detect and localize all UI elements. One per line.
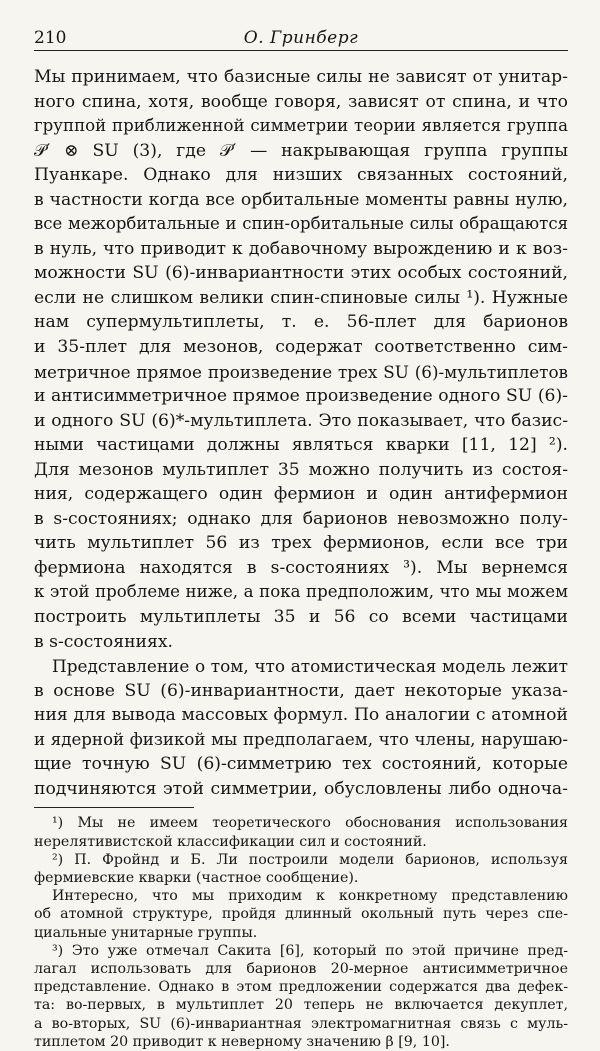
- page-number: 210: [34, 28, 67, 48]
- text-line: метричное прямое произведение трех SU (6)-мультиплетов: [34, 361, 568, 382]
- text-line: в нуль, что приводит к добавочному вырождению и к воз-: [34, 238, 568, 259]
- text-line: все межорбитальные и спин-орбитальные силы обращаются: [34, 214, 568, 234]
- footnote-line: Интересно, что мы приходим к конкретному представлению: [52, 888, 568, 905]
- text-line: ными частицами должны являться кварки [11, 12] ²).: [34, 435, 568, 456]
- text-line: и 35-плет для мезонов, содержат соответственно сим-: [34, 337, 568, 358]
- footnote-line: нерелятивистской классификации сил и состояний.: [34, 833, 427, 850]
- footnote-line: ¹) Мы не имеем теоретического обоснования использования: [52, 815, 568, 832]
- text-line: Для мезонов мультиплет 35 можно получить из состоя-: [34, 459, 568, 480]
- text-line: Представление о том, что атомистическая модель лежит: [52, 656, 568, 677]
- text-line: нам супермультиплеты, т. е. 56-плет для барионов: [34, 312, 568, 333]
- text-line: ния для вывода массовых формул. По аналогии с атомной: [34, 705, 568, 726]
- text-line: в основе SU (6)-инвариантности, дает некоторые указа-: [34, 680, 568, 701]
- footnote-line: лагал использовать для барионов 20-мерное антисимметричное: [34, 961, 568, 978]
- footnote-2-continued: [34, 887, 568, 942]
- footnote-rule: [34, 807, 194, 808]
- text-line: группой приближенной симметрии теории является группа: [34, 116, 568, 136]
- footnote-line: фермиевские кварки (частное сообщение).: [34, 870, 359, 887]
- text-line: и одного SU (6)*-мультиплета. Это показывает, что базис-: [34, 410, 568, 431]
- text-line: 𝒫′ ⊗ SU (3), где 𝒫′ — накрывающая группа группы: [34, 140, 568, 161]
- text-line: в частности когда все орбитальные моменты равны нулю,: [34, 189, 568, 210]
- text-line: ния, содержащего один фермион и один антифермион: [34, 484, 568, 505]
- footnote-line: циальные унитарные группы.: [34, 924, 258, 941]
- paragraph-2: [34, 654, 568, 801]
- running-head: [34, 26, 568, 51]
- text-line: к этой проблеме ниже, а пока предположим, что мы можем: [34, 582, 568, 602]
- text-line: щие точную SU (6)-симметрию тех состояний, которые: [34, 754, 568, 775]
- footnote-line: об атомной структуре, пройдя длинный окольный путь через спе-: [34, 906, 568, 923]
- text-line: в s-состояниях.: [34, 631, 173, 652]
- text-line: ного спина, хотя, вообще говоря, зависят от спина, и что: [34, 91, 568, 112]
- footnote-2: [34, 851, 568, 887]
- text-line: фермиона находятся в s-состояниях ³). Мы вернемся: [34, 557, 568, 578]
- text-line: Пуанкаре. Однако для низших связанных состояний,: [34, 165, 568, 186]
- footnote-3: [34, 942, 568, 1051]
- text-line: и ядерной физикой мы предполагаем, что члены, нарушаю-: [34, 729, 568, 749]
- footnote-line: ³) Это уже отмечал Сакита [6], который по этой причине пред-: [52, 942, 568, 959]
- footnote-line: та: во-первых, в мультиплет 20 теперь не включается декуплет,: [34, 997, 568, 1014]
- text-line: можности SU (6)-инвариантности этих особых состояний,: [34, 263, 568, 284]
- text-line: и антисимметричное прямое произведение одного SU (6)-: [34, 386, 568, 407]
- footnote-1: [34, 814, 568, 850]
- footnote-line: а во-вторых, SU (6)-инвариантная электромагнитная связь с муль-: [34, 1015, 568, 1032]
- running-title: О. Гринберг: [243, 28, 359, 48]
- text-line: построить мультиплеты 35 и 56 со всеми частицами: [34, 607, 568, 628]
- paragraph-1: [34, 65, 568, 654]
- text-line: если не слишком велики спин-спиновые силы ¹). Нужные: [34, 287, 568, 308]
- text-line: чить мультиплет 56 из трех фермионов, если все три: [34, 533, 568, 554]
- text-line: подчиняются этой симметрии, обусловлены либо одноча-: [34, 778, 568, 799]
- text-line: в s-состояниях; однако для барионов невозможно полу-: [34, 508, 568, 529]
- footnote-line: представление. Однако в этом предложении содержатся два дефек-: [34, 979, 568, 996]
- footnote-line: ²) П. Фройнд и Б. Ли построили модели барионов, используя: [52, 851, 568, 868]
- text-line: Мы принимаем, что базисные силы не зависят от унитар-: [34, 67, 568, 87]
- footnote-line: типлетом 20 приводит к неверному значению β [9, 10].: [34, 1033, 450, 1050]
